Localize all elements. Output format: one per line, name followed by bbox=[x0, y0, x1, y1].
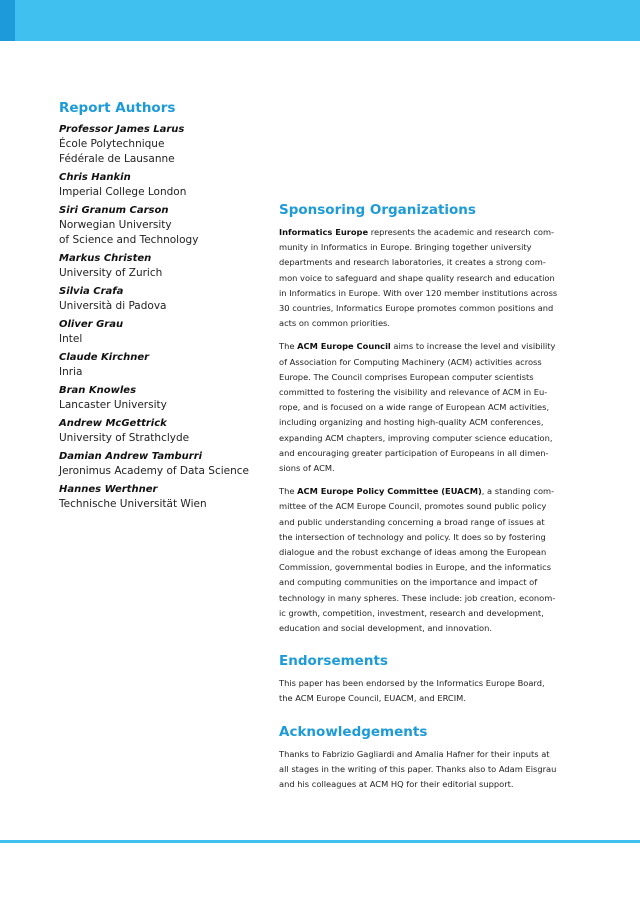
author-affiliation: of Science and Technology bbox=[59, 234, 199, 246]
header-band-accent bbox=[0, 0, 15, 41]
author-affiliation: École Polytechnique bbox=[59, 138, 165, 150]
para-line: Commission, governmental bodies in Europe, and the informatics bbox=[279, 562, 552, 573]
para-line: technology in many spheres. These include: job creation, econom- bbox=[279, 592, 556, 603]
author-entry bbox=[59, 251, 274, 281]
acm-europe-council-term: ACM Europe Council bbox=[297, 341, 391, 352]
endorsements-heading: Endorsements bbox=[279, 653, 388, 670]
para-line: represents the academic and research com- bbox=[368, 227, 555, 237]
para-line: 30 countries, Informatics Europe promotes common positions and bbox=[279, 303, 554, 314]
author-name: Bran Knowles bbox=[59, 385, 137, 396]
author-name: Siri Granum Carson bbox=[59, 205, 169, 216]
para-line: the intersection of technology and policy. It does so by fostering bbox=[279, 531, 546, 542]
footer-rule bbox=[0, 840, 640, 843]
para-line: in Informatics in Europe. With over 120 member institutions across bbox=[279, 287, 558, 298]
report-authors-section bbox=[59, 99, 274, 515]
author-name: Professor James Larus bbox=[59, 124, 185, 135]
author-entry bbox=[59, 449, 274, 479]
author-affiliation: Lancaster University bbox=[59, 399, 167, 411]
author-affiliation: Imperial College London bbox=[59, 186, 187, 198]
author-name: Oliver Grau bbox=[59, 319, 124, 330]
author-name: Silvia Crafa bbox=[59, 286, 124, 297]
para-line: and computing communities on the importance and impact of bbox=[279, 577, 538, 588]
author-entry bbox=[59, 170, 274, 200]
para-line: , a standing com- bbox=[481, 486, 555, 497]
para-line: including organizing and hosting high-quality ACM conferences, bbox=[279, 417, 544, 428]
para-line: all stages in the writing of this paper. Thanks also to Adam Eisgrau bbox=[279, 763, 557, 774]
author-entry bbox=[59, 350, 274, 380]
author-affiliation: Norwegian University bbox=[59, 219, 172, 231]
author-entry bbox=[59, 284, 274, 314]
para-line: education and social development, and innovation. bbox=[279, 623, 493, 634]
euacm-term: ACM Europe Policy Committee (EUACM) bbox=[297, 486, 482, 497]
para-line: and public understanding concerning a broad range of issues at bbox=[279, 516, 545, 527]
acknowledgements-heading: Acknowledgements bbox=[279, 723, 428, 740]
author-entry bbox=[59, 482, 274, 512]
para-line: This paper has been endorsed by the Informatics Europe Board, bbox=[279, 678, 545, 689]
para-line: rope, and is focused on a wide range of European ACM activities, bbox=[279, 402, 550, 413]
author-affiliation: University of Zurich bbox=[59, 267, 163, 279]
informatics-europe-paragraph bbox=[279, 225, 579, 331]
para-line: sions of ACM. bbox=[279, 463, 335, 474]
report-authors-heading: Report Authors bbox=[59, 100, 176, 116]
author-affiliation: Intel bbox=[59, 333, 83, 345]
para-line: acts on common priorities. bbox=[279, 318, 391, 329]
author-name: Claude Kirchner bbox=[59, 352, 150, 363]
para-line: the ACM Europe Council, EUACM, and ERCIM. bbox=[279, 693, 466, 704]
author-name: Andrew McGettrick bbox=[59, 418, 167, 429]
author-affiliation: Fédérale de Lausanne bbox=[59, 153, 175, 165]
author-name: Markus Christen bbox=[59, 253, 152, 264]
author-list bbox=[59, 122, 274, 512]
para-line: and encouraging greater participation of Europeans in all dimen- bbox=[279, 447, 549, 458]
endorsements-paragraph bbox=[279, 676, 579, 706]
para-line: Thanks to Fabrizio Gagliardi and Amalia Hafner for their inputs at bbox=[279, 748, 550, 759]
header-band bbox=[0, 0, 640, 41]
author-entry bbox=[59, 317, 274, 347]
para-line: The bbox=[279, 341, 298, 352]
author-entry bbox=[59, 416, 274, 446]
author-name: Hannes Werthner bbox=[59, 484, 158, 495]
para-line: mittee of the ACM Europe Council, promotes sound public policy bbox=[279, 501, 547, 512]
author-entry bbox=[59, 122, 274, 167]
author-name: Damian Andrew Tamburri bbox=[59, 451, 203, 462]
informatics-europe-term: Informatics Europe bbox=[279, 227, 369, 237]
para-line: of Association for Computing Machinery (ACM) activities across bbox=[279, 356, 542, 367]
para-line: mon voice to safeguard and shape quality research and education bbox=[279, 272, 555, 283]
para-line: ic growth, competition, investment, research and development, bbox=[279, 607, 544, 618]
author-entry bbox=[59, 383, 274, 413]
para-line: expanding ACM chapters, improving computer science education, bbox=[279, 432, 553, 443]
author-affiliation: Technische Universität Wien bbox=[59, 498, 207, 510]
sponsoring-heading: Sponsoring Organizations bbox=[279, 202, 476, 218]
author-affiliation: Inria bbox=[59, 366, 83, 378]
author-name: Chris Hankin bbox=[59, 172, 131, 183]
right-column bbox=[279, 201, 579, 800]
acknowledgements-paragraph bbox=[279, 747, 579, 793]
para-line: committed to fostering the visibility and relevance of ACM in Eu- bbox=[279, 387, 548, 398]
author-affiliation: University of Strathclyde bbox=[59, 432, 190, 444]
author-affiliation: Università di Padova bbox=[59, 300, 167, 312]
author-entry bbox=[59, 203, 274, 248]
para-line: departments and research laboratories, it creates a strong com- bbox=[279, 257, 546, 268]
acm-europe-council-paragraph bbox=[279, 339, 579, 476]
euacm-paragraph bbox=[279, 484, 579, 636]
para-line: The bbox=[279, 486, 298, 497]
para-line: munity in Informatics in Europe. Bringing together university bbox=[279, 242, 532, 253]
para-line: Europe. The Council comprises European computer scientists bbox=[279, 371, 534, 382]
author-affiliation: Jeronimus Academy of Data Science bbox=[59, 465, 250, 477]
para-line: dialogue and the robust exchange of ideas among the European bbox=[279, 547, 547, 558]
para-line: aims to increase the level and visibility bbox=[390, 341, 556, 352]
para-line: and his colleagues at ACM HQ for their editorial support. bbox=[279, 779, 514, 790]
